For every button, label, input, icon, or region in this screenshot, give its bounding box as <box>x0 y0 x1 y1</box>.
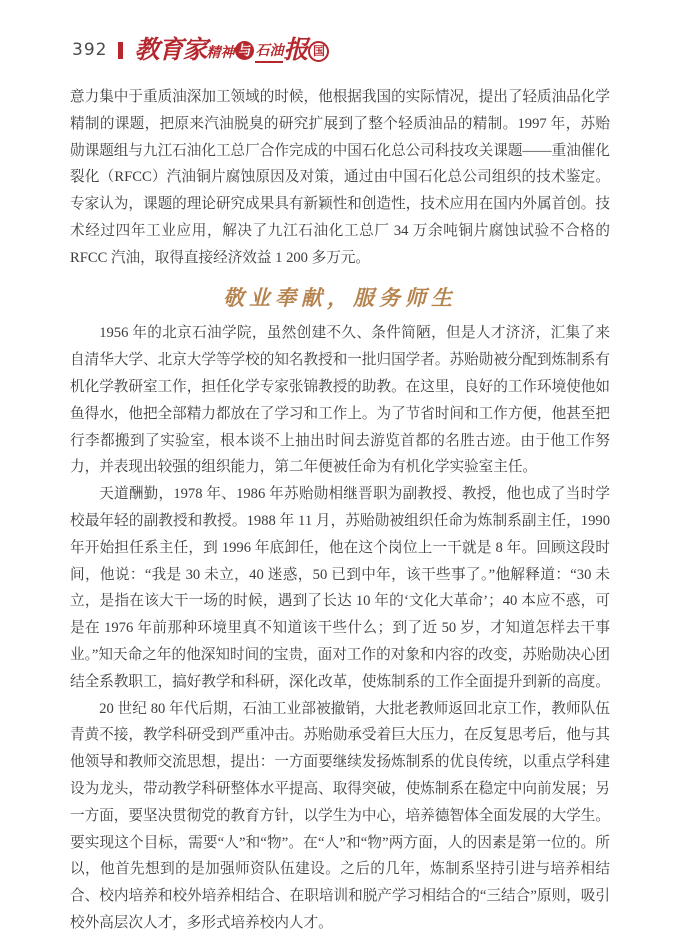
logo-text-jingshen: 精神 <box>206 45 235 61</box>
paragraph: 天道酬勤，1978 年、1986 年苏贻勋相继晋职为副教授、教授，他也成了当时学校最年轻的副教授和教授。1988 年 11 月，苏贻勋被组织任命为炼制系副主任，1990 年开始担任系主任，到 1996 年底卸任，他在这个岗位上一干就是 8 年。回顾这段时间，他说：“我是 30 未立，40 迷惑，50 已到中年，该干些事了。”他解释道：“30 未立，是指在该大干一场的时候，遇到了长达 10 年的‘文化大革命’；40 本应不惑，可是在 1976 年前那种环境里真不知道该干些什么；到了近 50 岁，才知道怎样去干事业。”知天命之年的他深知时间的宝贵，面对工作的对象和内容的改变，苏贻勋决心团结全系教职工，搞好教学和科研，深化改革，使炼制系的工作全面提升到新的高度。 <box>70 486 610 690</box>
page-body <box>70 84 610 937</box>
page-header <box>72 34 329 66</box>
logo-text-jiaoyujia: 教育家 <box>134 36 207 64</box>
section-heading: 敬业奉献，服务师生 <box>223 284 457 310</box>
header-divider-bar <box>118 42 123 59</box>
paragraph: 1956 年的北京石油学院，虽然创建不久、条件简陋，但是人才济济，汇集了来自清华大学、北京大学等学校的知名教授和一批归国学者。苏贻勋被分配到炼制系有机化学教研室工作，担任化学专家张锦教授的助教。在这里，良好的工作环境使他如鱼得水，他把全部精力都放在了学习和工作上。为了节省时间和工作方便，他甚至把行李都搬到了实验室，根本谈不上抽出时间去游览首都的名胜古迹。由于他工作努力，并表现出较强的组织能力，第二年便被任命为有机化学实验室主任。 <box>70 325 610 476</box>
paragraph: 20 世纪 80 年代后期，石油工业部被撤销，大批老教师返回北京工作，教师队伍青黄不接，教学科研受到严重冲击。苏贻勋承受着巨大压力，在反复思考后，他与其他领导和教师交流思想，提出：一方面要继续发扬炼制系的优良传统，以重点学科建设为龙头，带动教学科研整体水平提高、取得突破，使炼制系在稳定中向前发展；另一方面，要坚决贯彻党的教育方针，以学生为中心，培养德智体全面发展的大学生。要实现这个目标，需要“人”和“物”。在“人”和“物”两方面，人的因素是第一位的。所以，他首先想到的是加强师资队伍建设。之后的几年，炼制系坚持引进与培养相结合、校内培养和校外培养相结合、在职培训和脱产学习相结合的“三结合”原则，吸引校外高层次人才，多形式培养校内人才。 <box>70 700 610 931</box>
page-number: 392 <box>72 40 108 60</box>
logo-guo-seal-icon: 国 <box>308 41 329 62</box>
book-title-logo <box>134 38 329 63</box>
logo-text-bao: 报 <box>283 36 308 64</box>
logo-yu-seal-icon: 与 <box>235 41 254 60</box>
logo-text-shiyou: 石油 <box>255 45 283 63</box>
paragraph-continuation: 意力集中于重质油深加工领域的时候，他根据我国的实际情况，提出了轻质油品化学精制的课题，把原来汽油脱臭的研究扩展到了整个轻质油品的精制。1997 年，苏贻勋课题组与九江石油化工总厂合作完成的中国石化总公司科技攻关课题——重油催化裂化（RFCC）汽油铜片腐蚀原因及对策，通过由中国石化总公司组织的技术鉴定。专家认为，课题的理论研究成果具有新颖性和创造性，技术应用在国内外属首创。技术经过四年工业应用，解决了九江石油化工总厂 34 万余吨铜片腐蚀试验不合格的 RFCC 汽油，取得直接经济效益 1 200 多万元。 <box>70 89 610 266</box>
